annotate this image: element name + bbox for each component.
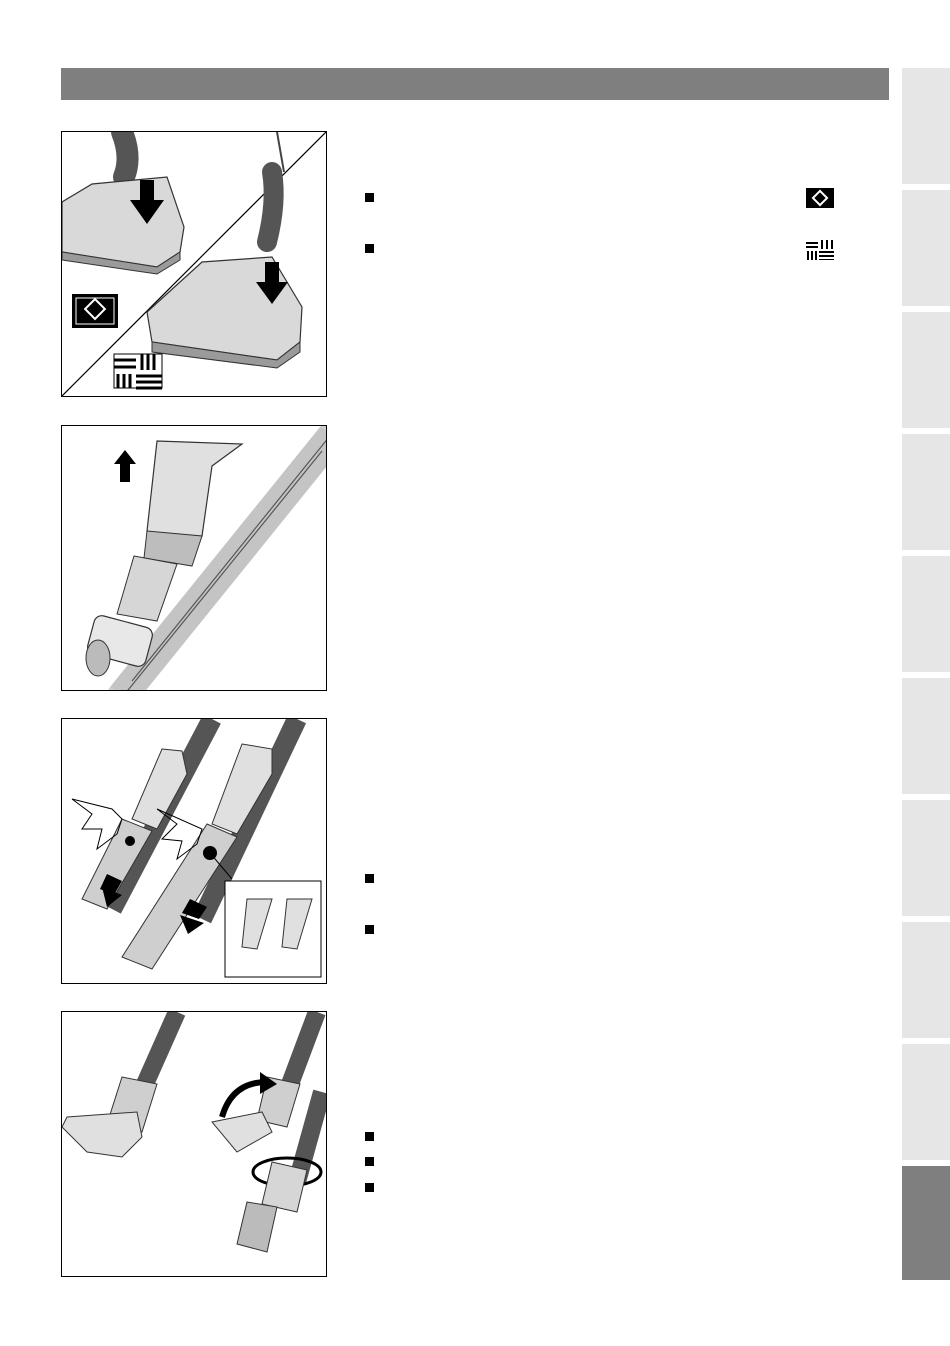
- bullet-marker: [365, 244, 374, 253]
- side-tab-9[interactable]: [902, 1044, 950, 1160]
- side-tab-3[interactable]: [902, 312, 950, 428]
- illustration-telescopic-tube: [61, 718, 327, 984]
- bullet-marker: [365, 925, 374, 934]
- hard-floor-mode-icon: [114, 354, 162, 388]
- bullet-marker: [365, 874, 374, 883]
- illustration-floor-nozzle-switch: [61, 131, 327, 397]
- carpet-mode-icon: [72, 294, 118, 328]
- side-tab-7[interactable]: [902, 800, 950, 916]
- bullet-marker: [365, 1157, 374, 1166]
- side-tab-6[interactable]: [902, 678, 950, 794]
- side-tab-1[interactable]: [902, 68, 950, 184]
- bullet-marker: [365, 1132, 374, 1141]
- carpet-mode-icon: [806, 188, 834, 213]
- bullet-marker: [365, 1183, 374, 1192]
- illustration-accessory-removal: [61, 425, 327, 691]
- side-tab-2[interactable]: [902, 190, 950, 306]
- side-tab-4[interactable]: [902, 434, 950, 550]
- section-header-bar: [61, 68, 889, 100]
- side-tab-5[interactable]: [902, 556, 950, 672]
- bullet-marker: [365, 193, 374, 202]
- illustration-brush-attachment: [61, 1011, 327, 1277]
- side-tab-8[interactable]: [902, 922, 950, 1038]
- side-tab-10-active[interactable]: [902, 1166, 950, 1280]
- hard-floor-mode-icon: [806, 240, 834, 265]
